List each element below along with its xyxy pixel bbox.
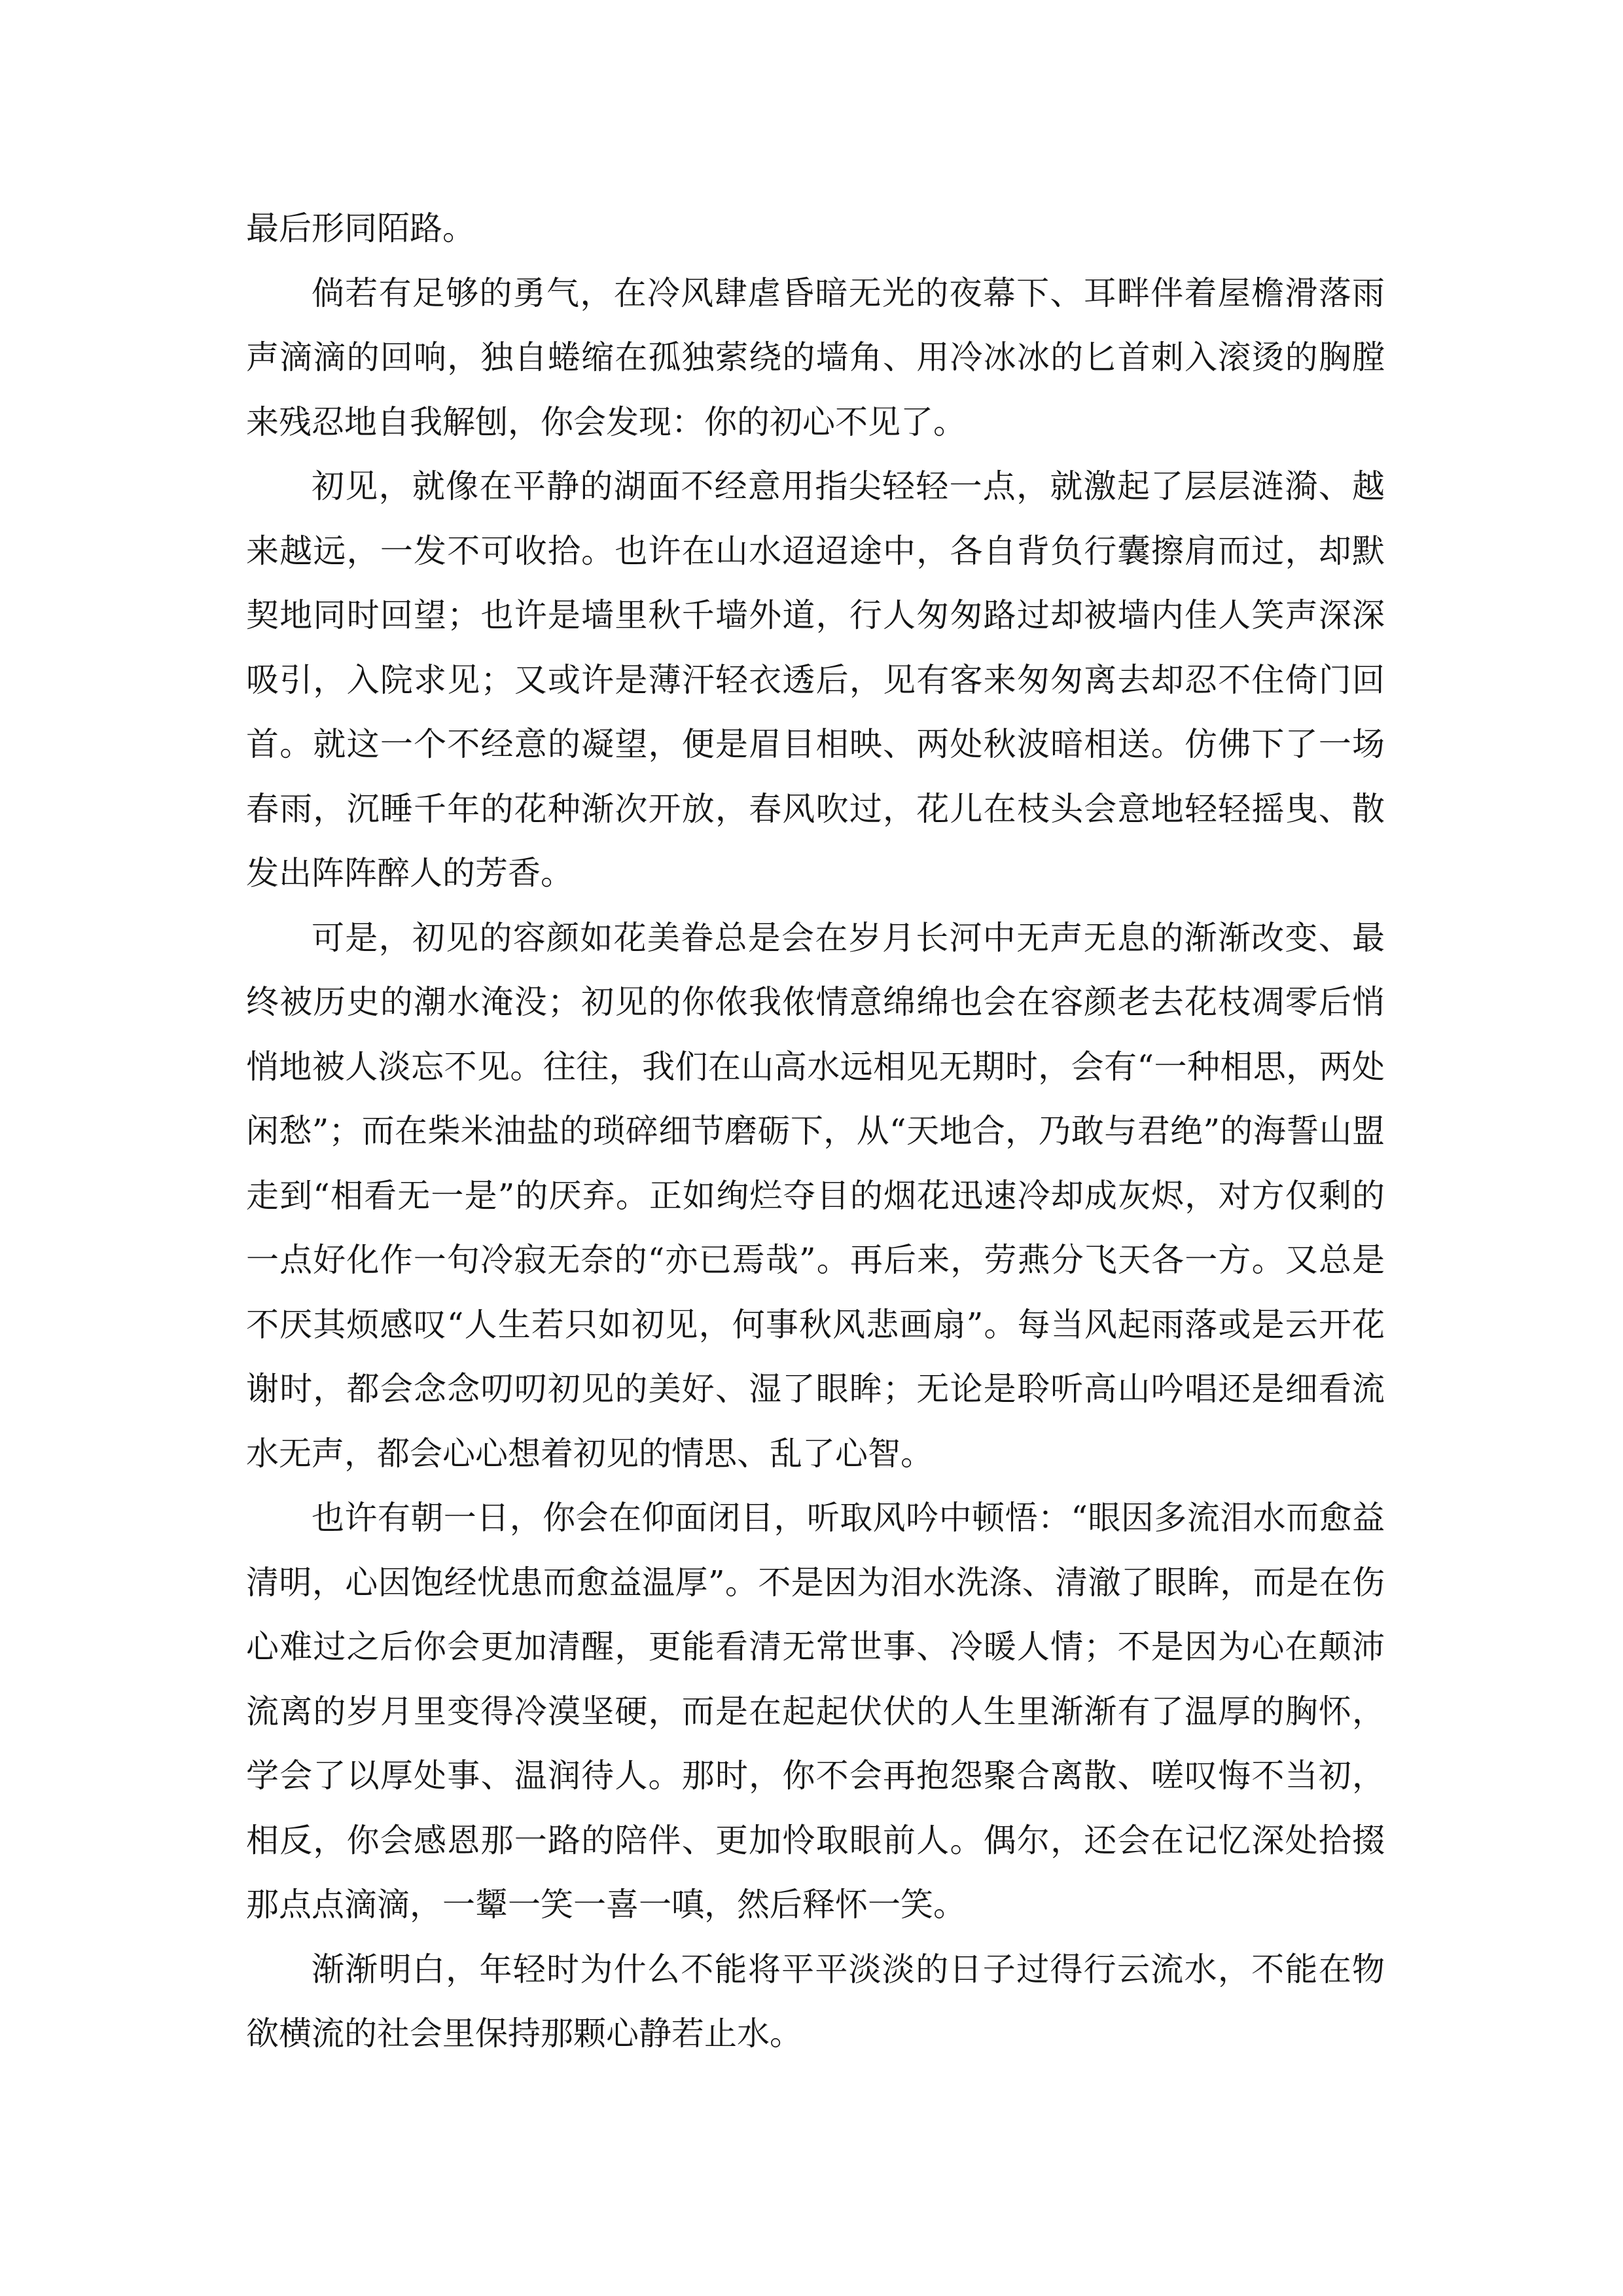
paragraph-4: 可是，初见的容颜如花美眷总是会在岁月长河中无声无息的渐渐改变、最终被历史的潮水淹没；初见的你侬我侬情意绵绵也会在容颜老去花枝凋零后悄悄地被人淡忘不见。往往，我们在山高水远相见无期时，会有“一种相思，两处闲愁”；而在柴米油盐的琐碎细节磨砺下，从“天地合，乃敢与君绝”的海誓山盟走到“相看无一是”的厌弃。正如绚烂夺目的烟花迅速冷却成灰烬，对方仅剩的一点好化作一句冷寂无奈的“亦已焉哉”。再后来，劳燕分飞天各一方。又总是不厌其烦感叹“人生若只如初见，何事秋风悲画扇”。每当风起雨落或是云开花谢时，都会念念叨叨初见的美好、湿了眼眸；无论是聆听高山吟唱还是细看流水无声，都会心心想着初见的情思、乱了心智。 [246, 918, 1385, 1473]
paragraph-6: 渐渐明白，年轻时为什么不能将平平淡淡的日子过得行云流水，不能在物欲横流的社会里保持那颗心静若止水。 [246, 1950, 1385, 2053]
paragraph-3: 初见，就像在平静的湖面不经意用指尖轻轻一点，就激起了层层涟漪、越来越远，一发不可收拾。也许在山水迢迢途中，各自背负行囊擦肩而过，却默契地同时回望；也许是墙里秋千墙外道，行人匆匆路过却被墙内佳人笑声深深吸引，入院求见；又或许是薄汗轻衣透后，见有客来匆匆离去却忍不住倚门回首。就这一个不经意的凝望，便是眉目相映、两处秋波暗相送。仿佛下了一场春雨，沉睡千年的花种渐次开放，春风吹过，花儿在枝头会意地轻轻摇曳、散发出阵阵醉人的芳香。 [246, 467, 1385, 892]
paragraph-5: 也许有朝一日，你会在仰面闭目，听取风吟中顿悟：“眼因多流泪水而愈益清明，心因饱经忧患而愈益温厚”。不是因为泪水洗涤、清澈了眼眸，而是在伤心难过之后你会更加清醒，更能看清无常世事、冷暖人情；不是因为心在颠沛流离的岁月里变得冷漠坚硬，而是在起起伏伏的人生里渐渐有了温厚的胸怀，学会了以厚处事、温润待人。那时，你不会再抱怨聚合离散、嗟叹悔不当初，相反，你会感恩那一路的陪伴、更加怜取眼前人。偶尔，还会在记忆深处拾掇那点点滴滴，一颦一笑一喜一嗔，然后释怀一笑。 [246, 1499, 1385, 1924]
paragraph-2: 倘若有足够的勇气，在冷风肆虐昏暗无光的夜幕下、耳畔伴着屋檐滑落雨声滴滴的回响，独自蜷缩在孤独萦绕的墙角、用冷冰冰的匕首刺入滚烫的胸膛来残忍地自我解刨，你会发现：你的初心不见了。 [246, 274, 1385, 441]
paragraph-1: 最后形同陌路。 [246, 209, 475, 247]
document-body [246, 196, 1385, 2066]
